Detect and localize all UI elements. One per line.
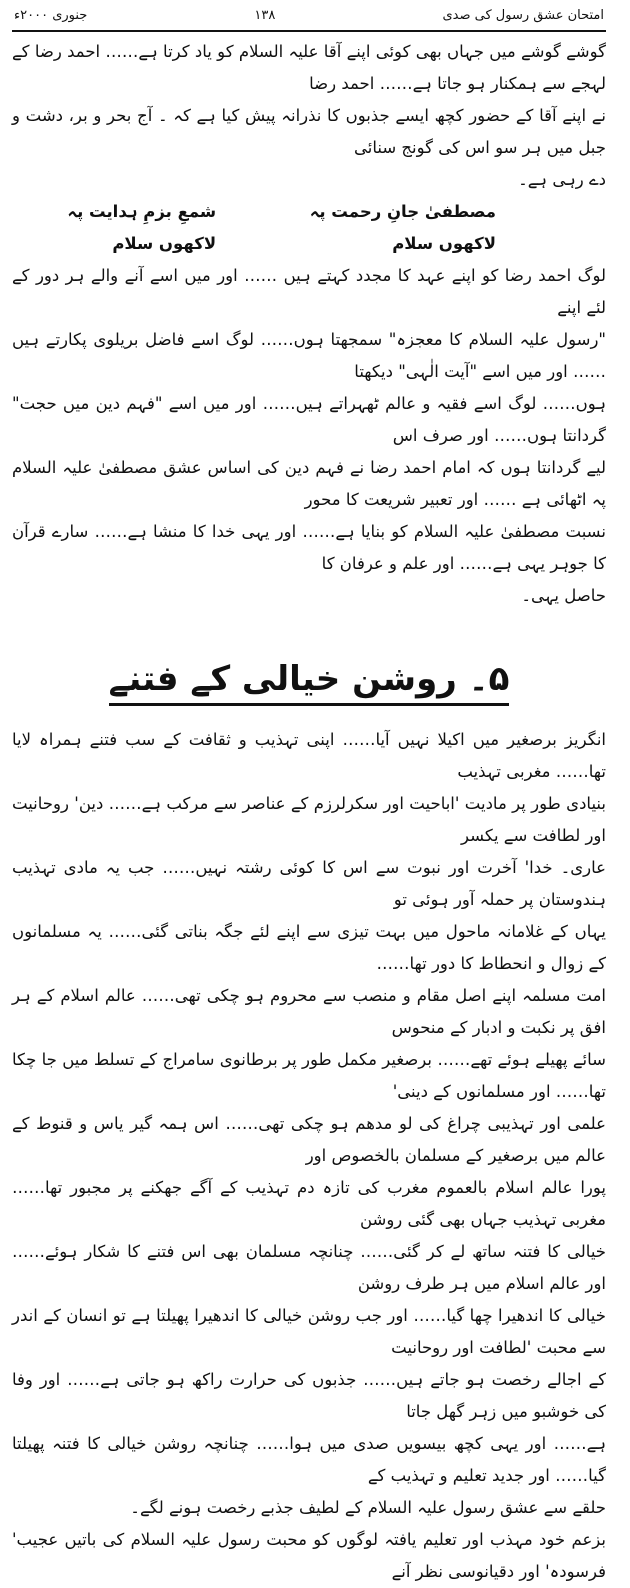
section-1-body bbox=[12, 36, 606, 196]
section-heading-text: ۵۔ روشن خیالی کے فتنے bbox=[109, 659, 510, 706]
header-date: جنوری ۲۰۰۰ء bbox=[14, 7, 88, 23]
text-line: نے اپنے آقا کے حضور کچھ ایسے جذبوں کا نذرانہ پیش کیا ہے کہ ۔ آج بحر و بر، دشت و جبل میں ہر سو اس کی گونج سنائی bbox=[12, 106, 606, 157]
text-line: بنیادی طور پر مادیت 'اباحیت اور سکرلرزم کے عناصر سے مرکب ہے…… دین' روحانیت اور لطافت سے یکسر bbox=[12, 794, 606, 845]
verse-line: مصطفیٰ جانِ رحمت پہ لاکھوں سلام bbox=[309, 202, 496, 253]
text-line: کے اجالے رخصت ہو جاتے ہیں…… جذبوں کی حرارت راکھ ہو جاتی ہے…… اور وفا کی خوشبو میں زہر گھل جاتا bbox=[12, 1370, 606, 1421]
text-line: گوشے گوشے میں جہاں بھی کوئی اپنے آقا علیہ السلام کو یاد کرتا ہے…… احمد رضا کے لہجے سے ہمکنار ہو جاتا ہے…… احمد رضا bbox=[12, 42, 606, 93]
text-line: نسبت مصطفیٰ علیہ السلام کو بنایا ہے…… اور یہی خدا کا منشا ہے…… سارے قرآن کا جوہر یہی ہے…… اور علم و عرفان کا bbox=[12, 522, 606, 573]
section-1-body-continued bbox=[12, 260, 606, 612]
section-2-body bbox=[12, 724, 606, 1588]
text-line: ہوں…… لوگ اسے فقیہ و عالم ٹھہراتے ہیں…… اور میں اسے "فہم دین میں حجت" گردانتا ہوں…… اور صرف اس bbox=[12, 394, 606, 445]
text-line: یہاں کے غلامانہ ماحول میں بہت تیزی سے اپنے لئے جگہ بناتی گئی…… یہ مسلمانوں کے زوال و انحطاط کا دور تھا…… bbox=[12, 922, 606, 973]
text-line: حلقے سے عشق رسول علیہ السلام کے لطیف جذبے رخصت ہونے لگے۔ bbox=[130, 1498, 606, 1517]
verse-line: شمعِ بزمِ ہدایت پہ لاکھوں سلام bbox=[67, 202, 217, 253]
text-line: امت مسلمہ اپنے اصل مقام و منصب سے محروم ہو چکی تھی…… عالم اسلام کے ہر افق پر نکبت و ادبار کے منحوس bbox=[12, 986, 606, 1037]
text-line: خیالی کا اندھیرا چھا گیا…… اور جب روشن خیالی کا اندھیرا پھیلتا ہے تو انسان کے اندر سے محبت 'لطافت اور روحانیت bbox=[12, 1306, 606, 1357]
text-line: عاری۔ خدا' آخرت اور نبوت سے اس کا کوئی رشتہ نہیں…… جب یہ مادی تہذیب ہندوستان پر حملہ آور ہوئی تو bbox=[12, 858, 606, 909]
page-number: ۱۳۸ bbox=[254, 7, 276, 23]
text-line: دے رہی ہے۔ bbox=[518, 170, 606, 189]
text-line: ہے…… اور یہی کچھ بیسویں صدی میں ہوا…… چنانچہ روشن خیالی کا فتنہ پھیلتا گیا…… اور جدید تعلیم و تہذیب کے bbox=[12, 1434, 606, 1485]
text-line: "رسول علیہ السلام کا معجزہ" سمجھتا ہوں…… لوگ اسے فاضل بریلوی پکارتے ہیں …… اور میں اسے "آیت الٰہی" دیکھتا bbox=[12, 330, 606, 381]
verse-couplet bbox=[12, 196, 606, 260]
text-line: لیے گردانتا ہوں کہ امام احمد رضا نے فہم دین کی اساس عشق مصطفیٰ علیہ السلام پہ اٹھائی ہے …… اور تعبیر شریعت کا محور bbox=[12, 458, 606, 509]
text-line: انگریز برصغیر میں اکیلا نہیں آیا…… اپنی تہذیب و ثقافت کے سب فتنے ہمراہ لایا تھا…… مغربی تہذیب bbox=[12, 730, 606, 781]
text-line: خیالی کا فتنہ ساتھ لے کر گئی…… چنانچہ مسلمان بھی اس فتنے کا شکار ہوئے…… اور عالم اسلام میں ہر طرف روشن bbox=[12, 1242, 606, 1293]
text-line: پورا عالم اسلام بالعموم مغرب کی تازہ دم تہذیب کے آگے جھکنے پر مجبور تھا…… مغربی تہذیب جہاں بھی گئی روشن bbox=[12, 1178, 606, 1229]
text-line: علمی اور تہذیبی چراغ کی لو مدھم ہو چکی تھی…… اس ہمہ گیر یاس و قنوط کے عالم میں برصغیر کے مسلمان بالخصوص اور bbox=[12, 1114, 606, 1165]
text-line: لوگ احمد رضا کو اپنے عہد کا مجدد کہتے ہیں …… اور میں اسے آنے والے ہر دور کے لئے اپنے bbox=[12, 266, 606, 317]
header-title: امتحان عشق رسول کی صدی bbox=[442, 7, 604, 23]
section-heading bbox=[12, 648, 606, 710]
text-line: بزعم خود مہذب اور تعلیم یافتہ لوگوں کو محبت رسول علیہ السلام کی باتیں عجیب' فرسودہ' اور دقیانوسی نظر آنے bbox=[12, 1530, 606, 1581]
text-line: حاصل یہی۔ bbox=[521, 586, 606, 605]
running-header bbox=[12, 0, 606, 32]
text-line: سائے پھیلے ہوئے تھے…… برصغیر مکمل طور پر برطانوی سامراج کے تسلط میں جا چکا تھا…… اور مسلمانوں کے دینی' bbox=[12, 1050, 606, 1101]
